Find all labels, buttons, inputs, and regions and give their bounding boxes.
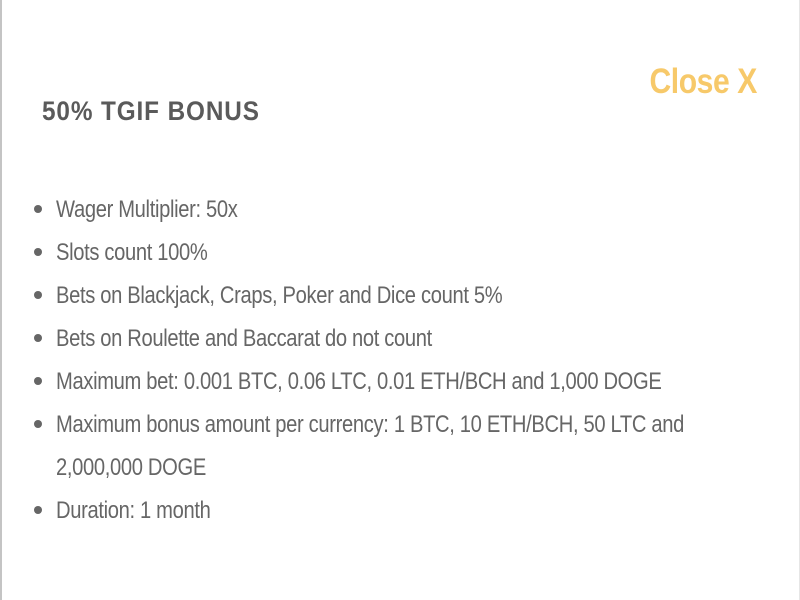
bullet-icon: [34, 334, 42, 342]
bonus-title: 50% TGIF BONUS: [42, 96, 260, 126]
bullet-icon: [34, 205, 42, 213]
term-text: Maximum bonus amount per currency: 1 BTC, 10 ETH/BCH, 50 LTC and 2,000,000 DOGE: [56, 411, 684, 481]
term-text: Wager Multiplier: 50x: [56, 196, 238, 223]
list-item: [32, 188, 732, 231]
bullet-icon: [34, 248, 42, 256]
bullet-icon: [34, 377, 42, 385]
term-text: Maximum bet: 0.001 BTC, 0.06 LTC, 0.01 ETH/BCH and 1,000 DOGE: [56, 368, 662, 395]
term-text: Slots count 100%: [56, 239, 208, 266]
bonus-terms-list: [32, 188, 732, 532]
list-item: [32, 489, 732, 532]
list-item: [32, 403, 732, 489]
close-button[interactable]: Close X: [649, 62, 757, 101]
term-text: Bets on Blackjack, Craps, Poker and Dice count 5%: [56, 282, 503, 309]
bullet-icon: [34, 420, 42, 428]
list-item: [32, 317, 732, 360]
list-item: [32, 360, 732, 403]
term-text: Duration: 1 month: [56, 497, 211, 524]
term-text: Bets on Roulette and Baccarat do not count: [56, 325, 432, 352]
bullet-icon: [34, 291, 42, 299]
bullet-icon: [34, 506, 42, 514]
list-item: [32, 231, 732, 274]
list-item: [32, 274, 732, 317]
